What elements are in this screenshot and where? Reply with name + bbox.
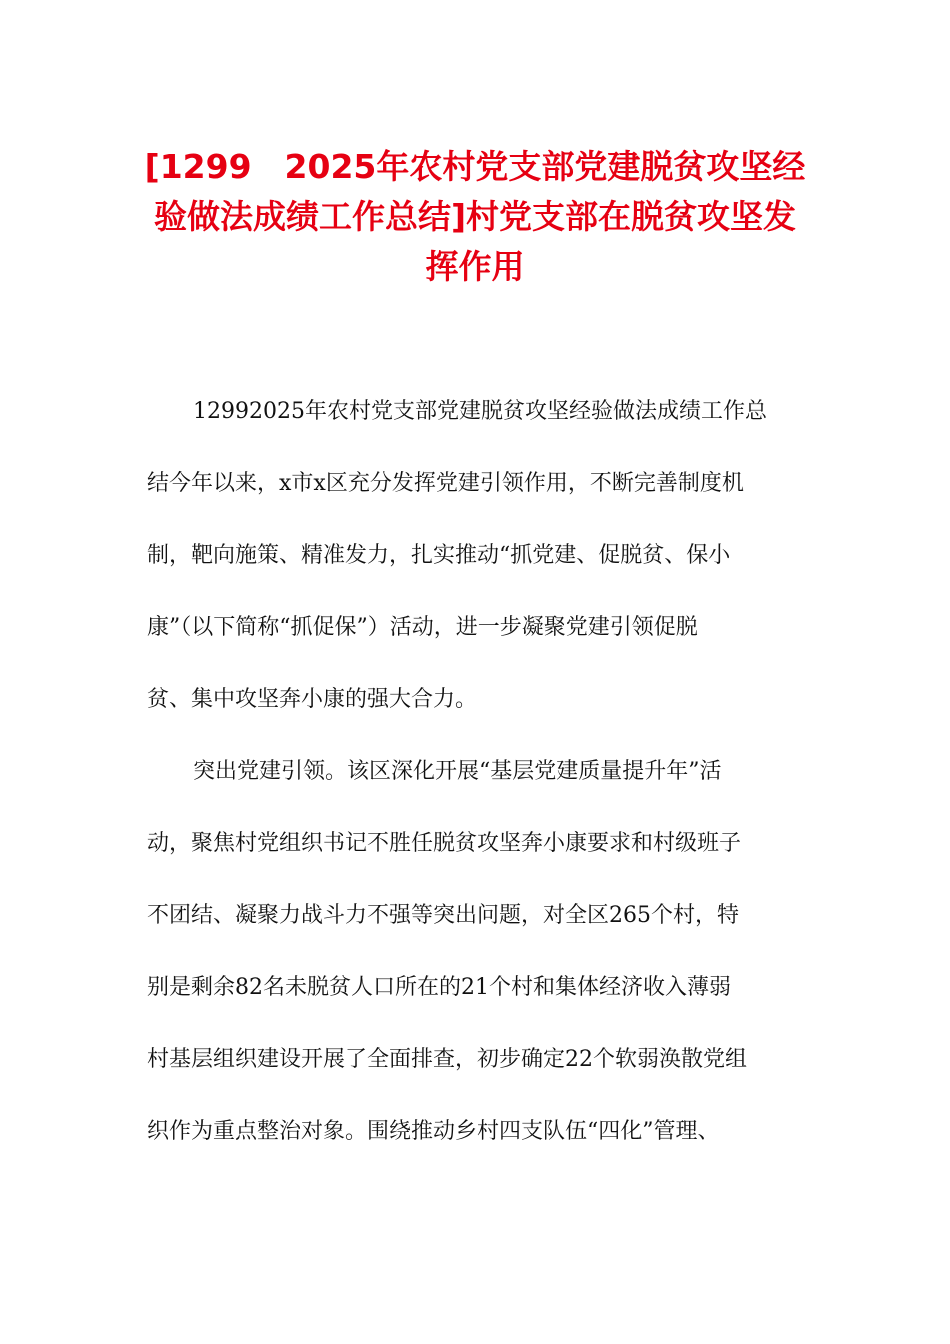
paragraph-line: 康”（以下简称“抓促保”）活动，进一步凝聚党建引领促脱 [147,615,698,640]
paragraph-line: 结今年以来，x市x区充分发挥党建引领作用，不断完善制度机 [147,471,744,496]
paragraph-line: 突出党建引领。该区深化开展“基层党建质量提升年”活 [193,759,722,784]
paragraph-line: 织作为重点整治对象。围绕推动乡村四支队伍“四化”管理、 [147,1119,720,1144]
paragraph-line: 贫、集中攻坚奔小康的强大合力。 [147,687,478,712]
document-title [120,142,830,292]
paragraph-line: 动，聚焦村党组织书记不胜任脱贫攻坚奔小康要求和村级班子 [147,831,742,856]
paragraph-1 [147,376,807,736]
paragraph-line: 制，靶向施策、精准发力，扎实推动“抓党建、促脱贫、保小 [147,543,731,568]
document-body [147,376,807,1168]
paragraph-line: 别是剩余82名未脱贫人口所在的21个村和集体经济收入薄弱 [147,975,731,1000]
title-line: 挥作用 [425,247,525,286]
paragraph-line: 12992025年农村党支部党建脱贫攻坚经验做法成绩工作总 [193,399,767,424]
paragraph-line: 村基层组织建设开展了全面排查，初步确定22个软弱涣散党组 [147,1047,747,1072]
paragraph-line: 不团结、凝聚力战斗力不强等突出问题，对全区265个村，特 [147,903,739,928]
title-line: [1299 2025年农村党支部党建脱贫攻坚经 [144,147,806,186]
title-line: 验做法成绩工作总结]村党支部在脱贫攻坚发 [153,197,797,236]
paragraph-2 [147,736,807,1168]
